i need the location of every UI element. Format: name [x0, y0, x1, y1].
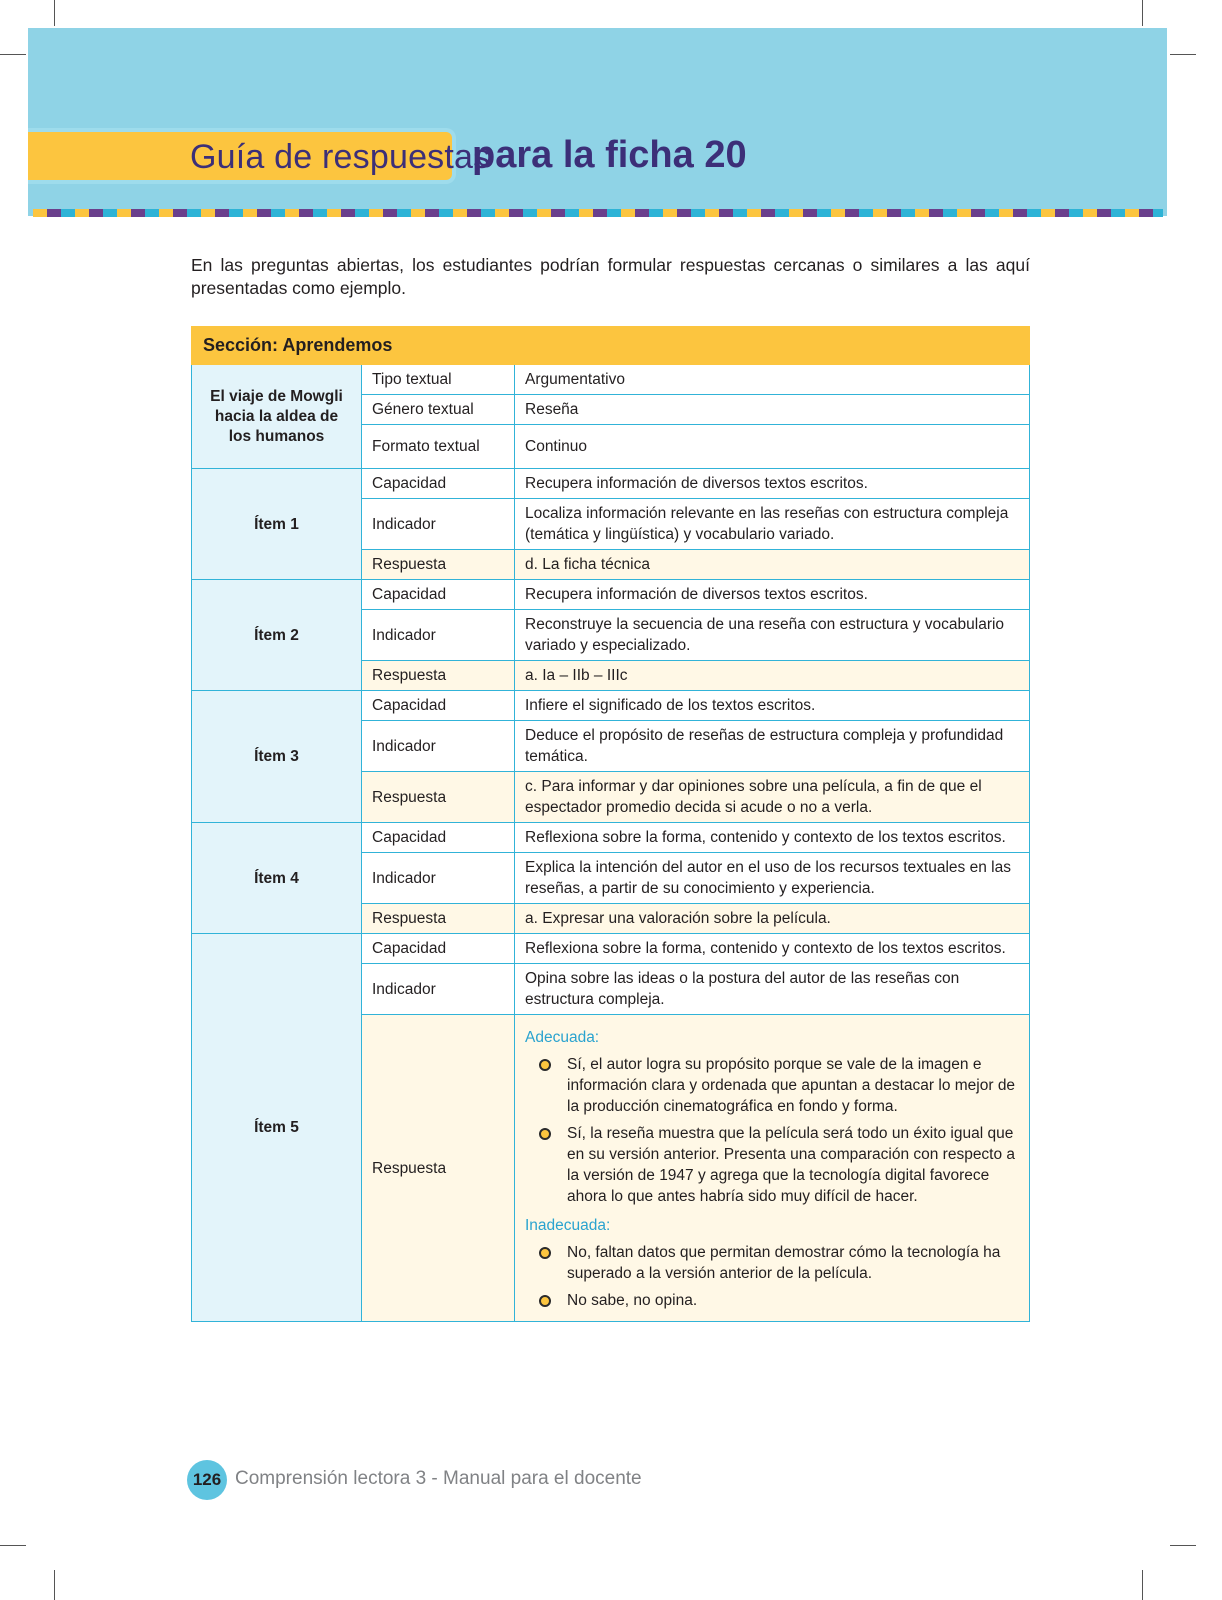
- row-label: Capacidad: [362, 823, 515, 853]
- row-value: c. Para informar y dar opiniones sobre una película, a fin de que el espectador promedio decida si acude o no a verla.: [515, 772, 1030, 823]
- answer-text: No, faltan datos que permitan demostrar cómo la tecnología ha superado a la versión anterior de la película.: [567, 1244, 1001, 1282]
- row-label: Indicador: [362, 610, 515, 661]
- item-label: Ítem 4: [192, 823, 362, 934]
- bullet-icon: [539, 1295, 551, 1307]
- row-label: Respuesta: [362, 1015, 515, 1322]
- header-banner: [28, 28, 1167, 216]
- item-label: Ítem 1: [192, 469, 362, 580]
- page-number: 126: [187, 1460, 227, 1500]
- row-label: Capacidad: [362, 934, 515, 964]
- row-label: Capacidad: [362, 580, 515, 610]
- list-item: [567, 1123, 1019, 1207]
- row-value: Reconstruye la secuencia de una reseña con estructura y vocabulario variado y especializado.: [515, 610, 1030, 661]
- row-label: Respuesta: [362, 661, 515, 691]
- row-label: Indicador: [362, 499, 515, 550]
- list-item: [567, 1242, 1019, 1284]
- crop-mark: [0, 54, 26, 55]
- bullet-icon: [539, 1247, 551, 1259]
- item-label: Ítem 5: [192, 934, 362, 1322]
- row-value: Opina sobre las ideas o la postura del autor de las reseñas con estructura compleja.: [515, 964, 1030, 1015]
- open-answer-cell: [515, 1015, 1030, 1322]
- row-label: Indicador: [362, 721, 515, 772]
- list-item: [567, 1054, 1019, 1117]
- guide-title: Guía de respuestas: [190, 138, 491, 176]
- crop-mark: [54, 1570, 55, 1600]
- row-label: Respuesta: [362, 772, 515, 823]
- bullet-icon: [539, 1128, 551, 1140]
- item-label: Ítem 3: [192, 691, 362, 823]
- row-value: Explica la intención del autor en el uso de los recursos textuales en las reseñas, a partir de su conocimiento y experiencia.: [515, 853, 1030, 904]
- row-label: Indicador: [362, 853, 515, 904]
- answer-text: Sí, la reseña muestra que la película será todo un éxito igual que en su versión anterior. Presenta una comparación con respecto a la versión de 1947 y agrega que la tecnología digital favorece ahora lo que antes habría sido muy difícil de hacer.: [567, 1125, 1016, 1205]
- row-label: Capacidad: [362, 691, 515, 721]
- row-value: a. Ia – IIb – IIIc: [515, 661, 1030, 691]
- table-row: [192, 934, 1030, 964]
- adequate-list: [525, 1054, 1019, 1207]
- answer-text: Sí, el autor logra su propósito porque se vale de la imagen e información clara y ordenada que apuntan a destacar lo mejor de la producción cinematográfica en fondo y forma.: [567, 1056, 1016, 1115]
- table-row: [192, 580, 1030, 610]
- crop-mark: [1170, 1545, 1196, 1546]
- row-label: Tipo textual: [362, 365, 515, 395]
- table-row: [192, 823, 1030, 853]
- row-value: Continuo: [515, 425, 1030, 469]
- decorative-stripe: [33, 209, 1163, 217]
- section-header: Sección: Aprendemos: [192, 327, 1030, 365]
- table-row: [192, 691, 1030, 721]
- row-value: d. La ficha técnica: [515, 550, 1030, 580]
- crop-mark: [1142, 1570, 1143, 1600]
- text-title: El viaje de Mowgli hacia la aldea de los humanos: [192, 365, 362, 469]
- row-value: Reflexiona sobre la forma, contenido y contexto de los textos escritos.: [515, 823, 1030, 853]
- row-label: Formato textual: [362, 425, 515, 469]
- book-title: Comprensión lectora 3 - Manual para el docente: [235, 1468, 642, 1489]
- row-value: Infiere el significado de los textos escritos.: [515, 691, 1030, 721]
- table-row: [192, 469, 1030, 499]
- row-value: Recupera información de diversos textos escritos.: [515, 580, 1030, 610]
- row-label: Respuesta: [362, 904, 515, 934]
- row-value: Argumentativo: [515, 365, 1030, 395]
- list-item: [567, 1290, 1019, 1311]
- bullet-icon: [539, 1059, 551, 1071]
- crop-mark: [1142, 0, 1143, 26]
- crop-mark: [1170, 54, 1196, 55]
- answer-guide-table: [191, 326, 1030, 1322]
- answer-text: No sabe, no opina.: [567, 1292, 698, 1309]
- row-label: Indicador: [362, 964, 515, 1015]
- adequate-label: Adecuada:: [525, 1029, 600, 1046]
- row-label: Género textual: [362, 395, 515, 425]
- row-value: Localiza información relevante en las reseñas con estructura compleja (temática y lingüística) y vocabulario variado.: [515, 499, 1030, 550]
- row-value: Recupera información de diversos textos escritos.: [515, 469, 1030, 499]
- row-value: Deduce el propósito de reseñas de estructura compleja y profundidad temática.: [515, 721, 1030, 772]
- row-value: Reflexiona sobre la forma, contenido y contexto de los textos escritos.: [515, 934, 1030, 964]
- intro-paragraph: En las preguntas abiertas, los estudiantes podrían formular respuestas cercanas o similares a las aquí presentadas como ejemplo.: [191, 255, 1030, 298]
- row-value: a. Expresar una valoración sobre la película.: [515, 904, 1030, 934]
- inadequate-label: Inadecuada:: [525, 1217, 611, 1234]
- ficha-title: para la ficha 20: [472, 134, 747, 176]
- item-label: Ítem 2: [192, 580, 362, 691]
- table-row: [192, 365, 1030, 395]
- row-value: Reseña: [515, 395, 1030, 425]
- row-label: Respuesta: [362, 550, 515, 580]
- crop-mark: [54, 0, 55, 26]
- inadequate-list: [525, 1242, 1019, 1311]
- crop-mark: [0, 1545, 26, 1546]
- row-label: Capacidad: [362, 469, 515, 499]
